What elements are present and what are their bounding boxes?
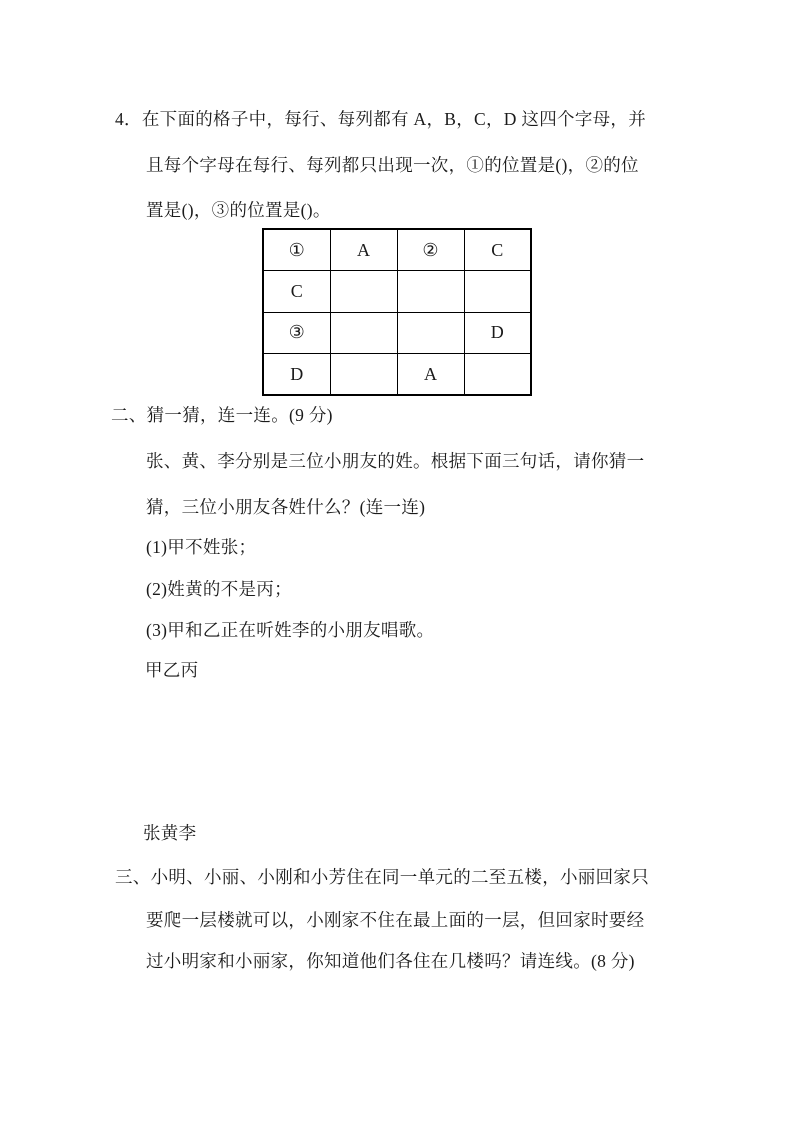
match-row-people: 甲乙丙 bbox=[145, 660, 199, 680]
question4-line-3: 置是()，③的位置是()。 bbox=[146, 200, 331, 220]
grid-cell-r2c1: C bbox=[263, 271, 330, 313]
grid-cell-r4c4 bbox=[464, 354, 531, 396]
grid-cell-r1c2: A bbox=[330, 229, 397, 271]
section3-line-2: 要爬一层楼就可以，小刚家不住在最上面的一层，但回家时要经 bbox=[146, 910, 645, 930]
section3-line-3: 过小明家和小丽家，你知道他们各住在几楼吗？请连线。(8 分) bbox=[146, 951, 635, 971]
grid-row-1 bbox=[263, 229, 531, 271]
question4-line-2: 且每个字母在每行、每列都只出现一次，①的位置是()，②的位 bbox=[146, 155, 639, 175]
grid-cell-r1c1: ① bbox=[263, 229, 330, 271]
grid-row-3 bbox=[263, 312, 531, 354]
grid-cell-r1c4: C bbox=[464, 229, 531, 271]
grid-cell-r4c1: D bbox=[263, 354, 330, 396]
section2-intro-line-2: 猜，三位小朋友各姓什么？(连一连) bbox=[146, 497, 426, 517]
section2-intro-line-1: 张、黄、李分别是三位小朋友的姓。根据下面三句话，请你猜一 bbox=[146, 451, 645, 471]
grid-row-2 bbox=[263, 271, 531, 313]
question4-line-1: 4．在下面的格子中，每行、每列都有 A，B，C，D 这四个字母，并 bbox=[115, 109, 647, 129]
letter-grid-table bbox=[262, 228, 532, 396]
section2-clue-1: (1)甲不姓张； bbox=[146, 537, 257, 557]
section2-clue-2: (2)姓黄的不是丙； bbox=[146, 579, 292, 599]
grid-cell-r4c2 bbox=[330, 354, 397, 396]
connect-lines-answer-area[interactable] bbox=[145, 685, 545, 815]
match-row-surnames: 张黄李 bbox=[143, 823, 197, 843]
grid-cell-r2c2 bbox=[330, 271, 397, 313]
grid-cell-r3c2 bbox=[330, 312, 397, 354]
section2-clue-3: (3)甲和乙正在听姓李的小朋友唱歌。 bbox=[146, 620, 435, 640]
grid-cell-r3c1: ③ bbox=[263, 312, 330, 354]
grid-cell-r2c4 bbox=[464, 271, 531, 313]
grid-cell-r2c3 bbox=[397, 271, 464, 313]
section3-line-1: 三、小明、小丽、小刚和小芳住在同一单元的二至五楼，小丽回家只 bbox=[115, 867, 649, 887]
grid-cell-r1c3: ② bbox=[397, 229, 464, 271]
section2-heading: 二、猜一猜，连一连。(9 分) bbox=[111, 405, 333, 425]
grid-cell-r3c3 bbox=[397, 312, 464, 354]
grid-cell-r4c3: A bbox=[397, 354, 464, 396]
grid-cell-r3c4: D bbox=[464, 312, 531, 354]
grid-row-4 bbox=[263, 354, 531, 396]
